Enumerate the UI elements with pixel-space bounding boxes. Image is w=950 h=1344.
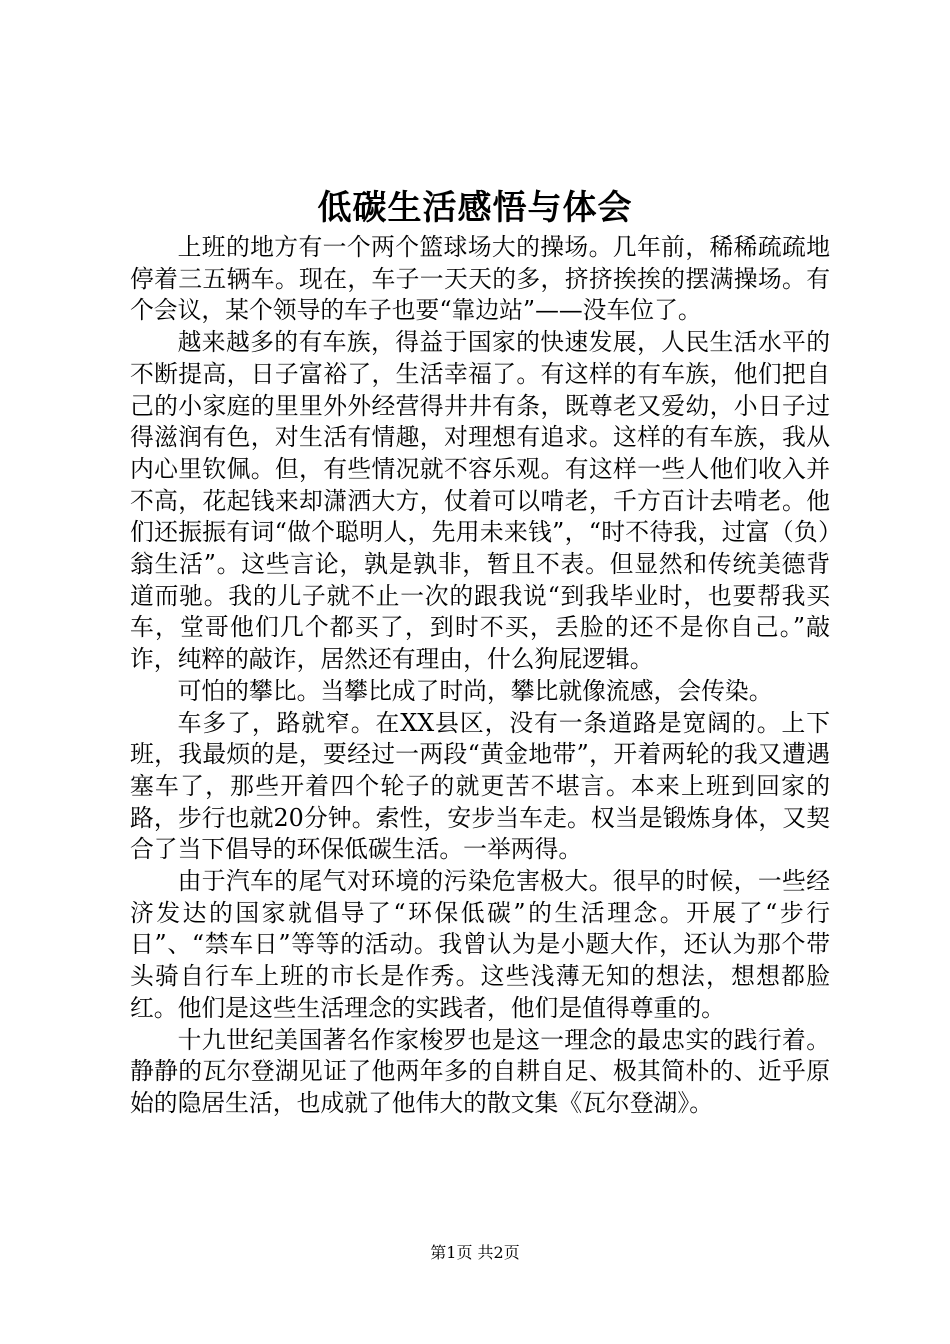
paragraph-2: 越来越多的有车族，得益于国家的快速发展，人民生活水平的不断提高，日子富裕了，生活幸福了。有这样的有车族，他们把自己的小家庭的里里外外经营得井井有条，既尊老又爱幼，小日子过得滋润有色，对生活有情趣，对理想有追求。这样的有车族，我从内心里钦佩。但，有些情况就不容乐观。有这样一些人他们收入并不高，花起钱来却潇洒大方，仗着可以啃老，千方百计去啃老。他们还振振有词“做个聪明人，先用未来钱”，“时不待我，过富（负）翁生活”。这些言论，孰是孰非，暂且不表。但显然和传统美德背道而驰。我的儿子就不止一次的跟我说“到我毕业时，也要帮我买车，堂哥他们几个都买了，到时不买，丢脸的还不是你自己。”敲诈，纯粹的敲诈，居然还有理由，什么狗屁逻辑。 — [130, 328, 830, 674]
paragraph-1: 上班的地方有一个两个篮球场大的操场。几年前，稀稀疏疏地停着三五辆车。现在，车子一天天的多，挤挤挨挨的摆满操场。有个会议，某个领导的车子也要“靠边站”——没车位了。 — [130, 233, 830, 325]
document-title: 低碳生活感悟与体会 — [317, 188, 633, 228]
page-number-footer: 第1页 共2页 — [430, 1243, 520, 1262]
paragraph-6: 十九世纪美国著名作家梭罗也是这一理念的最忠实的践行着。静静的瓦尔登湖见证了他两年多的自耕自足、极其简朴的、近乎原始的隐居生活，也成就了他伟大的散文集《瓦尔登湖》。 — [130, 1025, 830, 1117]
paragraph-5: 由于汽车的尾气对环境的污染危害极大。很早的时候，一些经济发达的国家就倡导了“环保低碳”的生活理念。开展了“步行日”、“禁车日”等等的活动。我曾认为是小题大作，还认为那个带头骑自行车上班的市长是作秀。这些浅薄无知的想法，想想都脸红。他们是这些生活理念的实践者，他们是值得尊重的。 — [130, 867, 830, 1022]
paragraph-3: 可怕的攀比。当攀比成了时尚，攀比就像流感，会传染。 — [177, 676, 773, 705]
paragraph-4: 车多了，路就窄。在XX县区，没有一条道路是宽阔的。上下班，我最烦的是，要经过一两段“黄金地带”，开着两轮的我又遭遇塞车了，那些开着四个轮子的就更苦不堪言。本来上班到回家的路，步行也就20分钟。索性，安步当车走。权当是锻炼身体，又契合了当下倡导的环保低碳生活。一举两得。 — [130, 708, 830, 864]
document-body — [130, 232, 830, 1120]
